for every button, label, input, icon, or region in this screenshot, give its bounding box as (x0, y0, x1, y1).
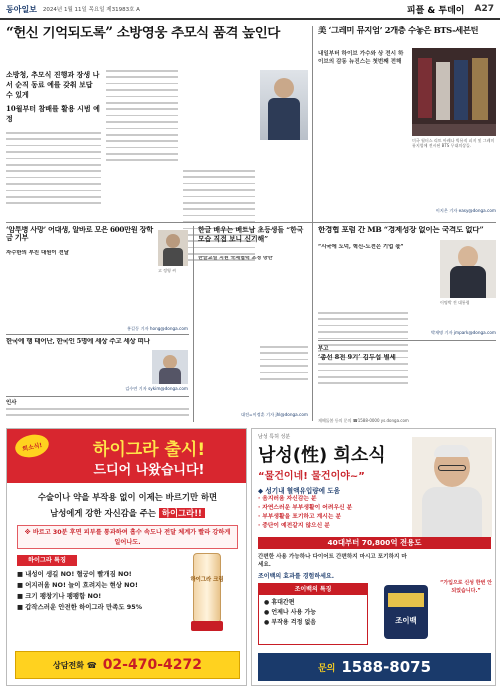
story6-lead-box (318, 244, 438, 252)
ad-joyback-kicker: 남성 특허 성분 (258, 434, 291, 440)
ad-higra-headline2: 드디어 나왔습니다! (93, 463, 205, 478)
ad-higra-phone: 02-470-4272 (102, 657, 202, 673)
ad-joyback-phone: 1588-8075 (341, 658, 432, 676)
ad-joyback-box-point: ● 휴대간편 (264, 599, 295, 606)
ad-joyback-point: · 자연스러운 부부생활이 어려우신 분 (258, 505, 353, 511)
story3-header (6, 226, 156, 248)
story2-caption: 미국 월터스 리트 아레나 빅뮤직 피지 및 그레미 뮤지엄에 전시된 BTS 무대의상들. (412, 138, 495, 148)
story5-header (6, 338, 189, 348)
ad-joyback-box-title: 조이백의 특징 (259, 584, 367, 595)
masthead (0, 0, 500, 20)
story3-lead: 자수한의 부친 대원이 전달 (6, 250, 69, 256)
ad-joyback-offer: 40대부터 70,800억 전용도 (258, 537, 491, 549)
ad-higra-badge: 희소식! (13, 432, 51, 461)
ad-joyback-point: · 음지러움 자신감는 분 (258, 496, 317, 502)
ad-joyback-box (258, 583, 368, 645)
column-divider (312, 26, 313, 421)
obituary-contact: 재해돌봄 등의 문의 ☎1588-0000 ys.donga.com (318, 418, 409, 423)
ad-higra-sub1: 수술이나 약을 부작용 없이 이제는 바르기만 하면 (37, 492, 218, 502)
story6-header (318, 226, 496, 238)
story1-body-b (106, 70, 178, 170)
story6-headline: 한경협 포럼 간 MB “경제성장 없이는 국격도 없다” (318, 226, 484, 234)
ad-higra-sub2: 남성에게 강한 자신감을 주는 하이그라!! (7, 507, 247, 519)
ad-joyback-mid1: 간편한 사용 가능하나 다이어트 간편하지 마시고 포기하지 마세요. (258, 554, 407, 568)
story1-header (6, 26, 308, 58)
story4-header (198, 226, 308, 252)
obituary-headline: ‘총선 8전 9기’ 김두섭 별세 (318, 354, 396, 361)
story6-caption: 이명박 전 대통령 (440, 300, 470, 305)
ad-joyback-product (376, 579, 436, 645)
newspaper-brand: 동아일보 (6, 3, 37, 14)
ad-joyback-point: · 부부생활을 포기하고 계시는 분 (258, 514, 342, 520)
story1-lead1: 소방청, 추모식 진행과 장생 나서 순직 동료 예를 갖춰 보답 수 있게 (6, 70, 100, 99)
story1-photo (260, 70, 308, 140)
story3-lead-box (6, 250, 116, 258)
ad-higra-phone-box (15, 651, 240, 679)
ad-higra-product (175, 553, 239, 635)
story1-lead (6, 70, 101, 220)
people-section (6, 398, 189, 422)
column-divider-2 (193, 226, 194, 422)
story2-lead: 내일부터 하이브 가수와 상 전시 하이브의 감동 뉴진스는 첫번째 전해 (318, 51, 404, 65)
ad-joyback-person-caption: “가입으로 신성 한번 안되었습니다.” (440, 580, 492, 594)
ad-higra-benefit: ■ 어지러움 NO! 늘이 흐려지는 현상 NO! (17, 581, 138, 589)
story4-byline: 대전=이정훈 기자 jhl@donga.com (240, 412, 308, 417)
ad-joyback-box-point: ● 부작용 걱정 없음 (264, 619, 317, 626)
story5-photo (152, 350, 188, 384)
ad-joyback-headline: 남성(性) 희소식 (258, 445, 386, 466)
story3-headline: ‘암투병 사망’ 어대생, 알바로 모은 600만원 장학금 기부 (6, 226, 153, 243)
story1-body-a (6, 132, 101, 204)
ad-higra-headline1: 하이그라 출시! (92, 440, 206, 460)
story4-headline: 한글 배우는 베트남 초등생들 “한국 모습 직접 보니 신기해” (198, 226, 304, 243)
ad-joyback-person-photo (412, 437, 492, 537)
ad-higra-benefits (17, 569, 167, 613)
ad-joyback-subtitle: ◆ 성기내 혈액유입량에 도움 (258, 487, 341, 495)
story5-byline: 김수연 기자 sykim@donga.com (125, 386, 188, 391)
ad-higra-benefits-title: 하이그라 특징 (17, 555, 77, 566)
ad-higra-brand: 하이그라!! (159, 508, 205, 518)
story5-headline: 한국에 행 태어난, 한국인 5명에 세상 주고 세상 떠나 (6, 338, 150, 345)
issue-date: 2024년 1월 11일 목요일 제31983호 A (42, 7, 140, 13)
ad-higra-note: ※ 바르고 30분 후면 피부를 통과하여 흡수 속도나 전달 체계가 빨라 강하게 일어나도. (17, 525, 238, 549)
obituary-header (318, 354, 496, 364)
story6-byline: 박재명 기자 jmpark@donga.com (430, 330, 496, 335)
story2-byline: 이지은 기자 easy@donga.com (435, 208, 496, 213)
story1-lead2: 10월부터 참배를 활용 시범 예정 (6, 104, 100, 123)
ad-higra-benefit: ■ 크기 팽창기나 팽팽함 NO! (17, 592, 102, 600)
ad-joyback-mid2: 조이백의 효과를 경험하세요. (258, 573, 335, 580)
story3-caption: 고 정영 씨 (158, 268, 176, 273)
ad-joyback-point: · 중단이 예전같지 않으신 분 (258, 523, 330, 529)
ad-higra-product-label: 하이그라 크림 (190, 577, 224, 583)
story2-photo (412, 48, 496, 136)
ad-joyback-points (258, 495, 408, 531)
ad-joyback (251, 428, 496, 686)
ad-higra-phone-label: 상담전화 ☎ (53, 660, 97, 670)
ad-higra-benefit: ■ 내성이 생길 NO! 혈궁이 빨개짐 NO! (17, 570, 132, 578)
story2-header (318, 26, 496, 46)
story1-body-c (183, 170, 255, 270)
ad-joyback-phone-label: 문의 (317, 663, 336, 674)
story6-photo (440, 240, 496, 298)
story3-byline: 홍길동 기자 hong@donga.com (127, 326, 188, 331)
ad-higra-benefit: ■ 갑작스러운 안전한 하이그라 만족도 95% (17, 603, 143, 611)
story1-headline: “헌신 기억되도록” 소방영웅 추모식 품격 높인다 (6, 26, 280, 41)
ad-joyback-box-point: ● 언제나 사용 가능 (264, 609, 317, 616)
ad-joyback-phone-box (258, 653, 491, 681)
story3-photo (158, 230, 188, 266)
story6-lead: “시국에 도덕, 혁신-도전은 기업 몫” (318, 244, 404, 250)
ad-higra (6, 428, 247, 686)
ad-joyback-slogan: “물건이네! 물건이야~” (258, 471, 365, 482)
page-number: A27 (474, 4, 494, 14)
story4-lead: 한글교실 지원 국제협력 초청 방한 (198, 256, 273, 261)
story1-body-d (260, 346, 308, 386)
story4-lead-box (198, 256, 308, 264)
obituary-title: 부고 (318, 346, 329, 352)
story2-lead-box (318, 50, 408, 68)
story2-headline: 美 ‘그레미 뮤지엄’ 2개층 수놓은 BTS-세븐틴 (318, 26, 479, 35)
people-title: 인사 (6, 400, 17, 406)
section-title: 피플 & 투데이 (406, 5, 465, 16)
story2-body-a (318, 312, 408, 392)
obituary-label (318, 344, 496, 352)
section-divider (6, 222, 496, 223)
ad-joyback-brand: 조이백 (395, 616, 417, 625)
